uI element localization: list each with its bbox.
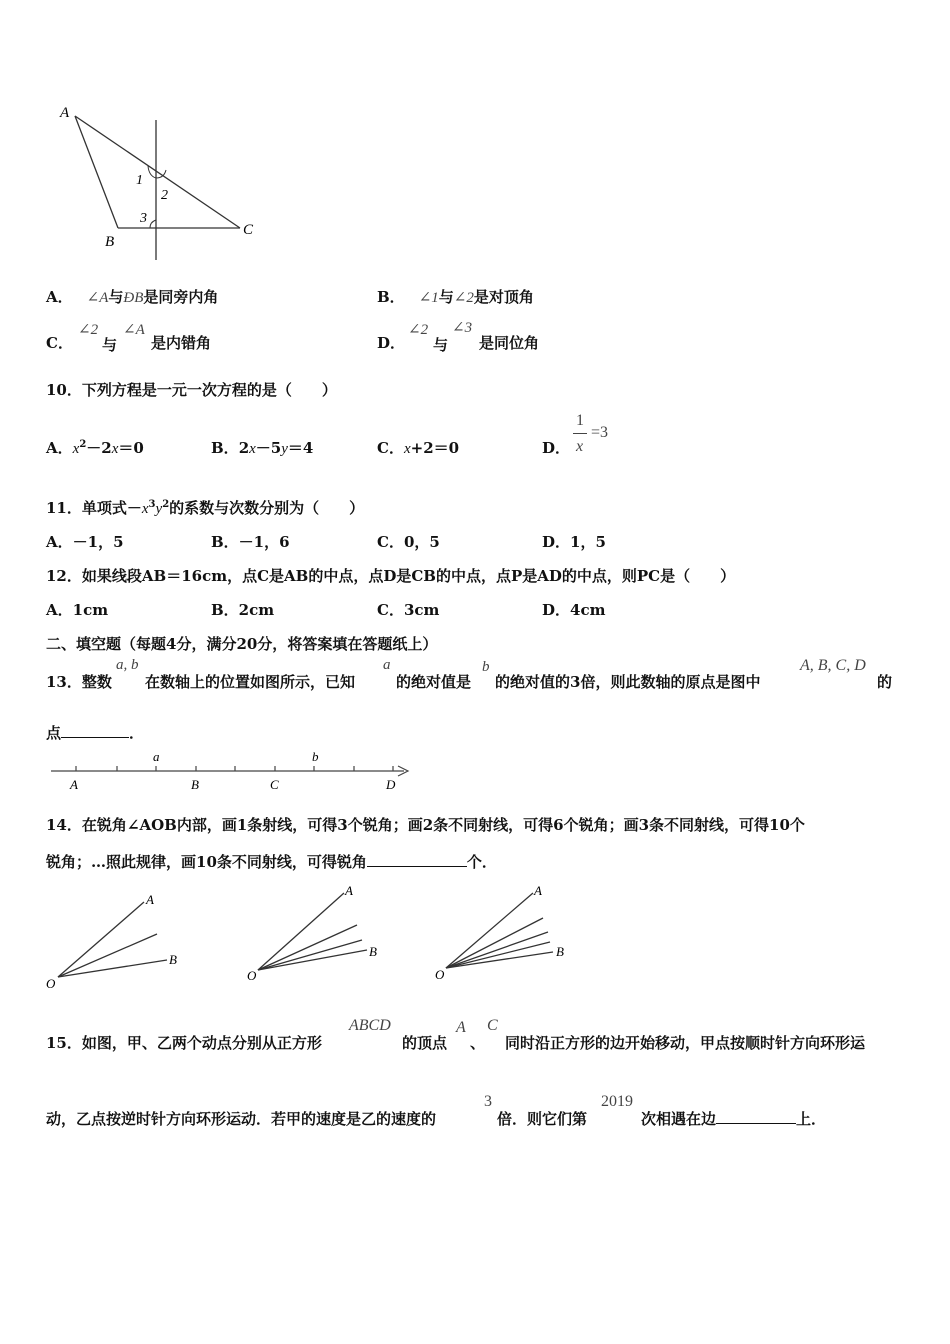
q9c-symbol-1: ∠2 (78, 322, 99, 338)
q9-option-a (46, 286, 218, 307)
q11-stem (46, 497, 364, 518)
q15-p2: 的顶点 (402, 1034, 448, 1052)
axis-point-b: B (191, 777, 199, 792)
var-x: x (141, 501, 149, 517)
ray-label-a: A (345, 883, 353, 898)
exponent: 3 (148, 499, 156, 510)
var-y: y (281, 441, 288, 457)
text: 是同旁内角 (143, 288, 219, 306)
fraction-rhs: =3 (591, 424, 609, 441)
q9c-symbol-2: ∠A (123, 322, 145, 338)
q11-option-b: B．－1，6 (211, 533, 290, 551)
text: 点 (46, 724, 62, 742)
symbol: ∠A (86, 290, 109, 306)
q9-option-d (377, 332, 405, 353)
text: 与 (108, 288, 124, 306)
angle-3-label: 3 (140, 211, 147, 226)
option-letter: C． (377, 439, 404, 457)
vertex-c-label: C (243, 222, 254, 238)
axis-point-d: D (386, 777, 396, 792)
exponent: 2 (79, 439, 87, 450)
q15-symbol-c: C (487, 1017, 498, 1034)
q12-option-c: C．3cm (377, 601, 440, 619)
axis-point-a: A (70, 777, 78, 792)
var-x: x (403, 441, 411, 457)
q13-p5: 的 (877, 673, 893, 691)
text: +2＝0 (410, 439, 460, 457)
text: 2 (238, 439, 250, 457)
q13-line2 (46, 722, 144, 743)
q9-option-c (46, 332, 73, 353)
q15-l2p1: 动，乙点按逆时针方向环形运动．若甲的速度是乙的速度的 (46, 1110, 437, 1128)
option-letter: A． (46, 288, 73, 306)
angle-1-label: 1 (136, 173, 143, 188)
q15-symbol-a: A (456, 1019, 466, 1036)
ray-label-b: B (556, 944, 564, 959)
fraction-numerator: 1 (576, 412, 584, 429)
angle-figure-3 (428, 880, 578, 990)
text: 11．单项式－ (46, 499, 142, 517)
option-letter: B． (377, 288, 405, 306)
text: －5 (255, 439, 282, 457)
text: ＝4 (287, 439, 314, 457)
axis-point-c: C (270, 777, 279, 792)
q15-p1: 15．如图，甲、乙两个动点分别从正方形 (46, 1034, 322, 1052)
q9d-mid: 与 (433, 336, 449, 354)
var-y: y (155, 501, 163, 517)
exponent: 2 (162, 499, 170, 510)
vertex-label-o: O (46, 976, 56, 991)
angle-figure-1 (42, 884, 192, 994)
q9-option-b (377, 286, 534, 307)
symbol: ÐB (123, 290, 144, 306)
q11-option-d: D．1，5 (542, 533, 606, 551)
q15-l2p2: 倍．则它们第 (497, 1110, 588, 1128)
q10-option-a (46, 437, 144, 458)
option-letter: B． (211, 439, 239, 457)
q10-option-c (377, 437, 459, 458)
text: 次相遇在边 (641, 1110, 717, 1128)
q13-symbol-ab: a, b (116, 657, 139, 673)
q13-p3: 的绝对值是 (396, 673, 472, 691)
q15-l2-end (641, 1108, 826, 1129)
q13-p4: 的绝对值的3倍，则此数轴的原点是图中 (495, 673, 761, 691)
symbol: ∠1 (418, 290, 439, 306)
option-letter: D． (542, 439, 571, 457)
q11-option-c: C．0，5 (377, 533, 440, 551)
q10-option-b (211, 437, 313, 458)
vertex-a-label: A (60, 105, 70, 121)
q9c-mid: 与 (102, 336, 118, 354)
number-line (46, 746, 416, 794)
fraction-bar (573, 433, 587, 434)
var-x: x (249, 441, 256, 457)
var-x: x (72, 441, 80, 457)
q15-symbol-abcd: ABCD (349, 1017, 391, 1034)
text: ＝0 (118, 439, 144, 457)
ray-label-b: B (169, 952, 177, 967)
answer-blank[interactable] (61, 723, 129, 738)
angle-figure-2 (242, 880, 392, 990)
ray-label-b: B (369, 944, 377, 959)
q14-line1: 14．在锐角∠AOB内部，画1条射线，可得3个锐角；画2条不同射线，可得6个锐角；画3条不同射线，可得10个 (46, 816, 805, 834)
q11-option-a: A．－1，5 (46, 533, 124, 551)
ray-label-a: A (146, 892, 154, 907)
text: 与 (438, 288, 454, 306)
ray-label-a: A (534, 883, 542, 898)
q9d-symbol-2: ∠3 (452, 320, 473, 336)
option-letter: D． (377, 334, 406, 352)
q15-p3: 、 (470, 1034, 486, 1052)
q9c-text: 是内错角 (151, 334, 212, 352)
angle-2-label: 2 (161, 188, 168, 203)
axis-label-a-lower: a (153, 749, 160, 764)
text: 上． (796, 1110, 827, 1128)
vertex-b-label: B (105, 234, 115, 250)
q13-symbol-a: a (383, 657, 391, 673)
text: 个． (466, 853, 497, 871)
q15-p4: 同时沿正方形的边开始移动，甲点按顺时针方向环形运 (505, 1034, 866, 1052)
q15-symbol-2019: 2019 (601, 1093, 633, 1110)
q12-option-d: D．4cm (542, 601, 606, 619)
answer-blank[interactable] (716, 1109, 796, 1124)
q13-symbol-abcd: A, B, C, D (800, 657, 866, 674)
q14-line2 (46, 851, 497, 872)
text: 是对顶角 (473, 288, 534, 306)
vertex-label-o: O (435, 967, 445, 982)
text: 锐角；…照此规律，画10条不同射线，可得锐角 (46, 853, 367, 871)
section-heading: 二、填空题（每题4分，满分20分，将答案填在答题纸上） (46, 635, 438, 653)
text: －2 (86, 439, 112, 457)
q10-option-d (542, 437, 570, 458)
triangle-figure (50, 98, 270, 263)
q9d-symbol-1: ∠2 (408, 322, 429, 338)
q10-stem: 10．下列方程是一元一次方程的是（ ） (46, 381, 337, 399)
q12-option-b: B．2cm (211, 601, 275, 619)
q12-stem: 12．如果线段AB＝16cm，点C是AB的中点，点D是CB的中点，点P是AD的中点，则PC是（ ） (46, 567, 736, 585)
q13-symbol-b: b (482, 659, 490, 675)
q13-p1: 13．整数 (46, 673, 112, 691)
text: ． (129, 724, 145, 742)
option-letter: C． (46, 334, 73, 352)
axis-label-b-lower: b (312, 749, 319, 764)
answer-blank[interactable] (367, 852, 467, 867)
text: 的系数与次数分别为（ ） (169, 499, 365, 517)
q9d-text: 是同位角 (479, 334, 540, 352)
var-x: x (111, 441, 119, 457)
option-letter: A． (46, 439, 73, 457)
vertex-label-o: O (247, 968, 257, 983)
q12-option-a: A．1cm (46, 601, 109, 619)
symbol: ∠2 (453, 290, 474, 306)
q15-symbol-3: 3 (484, 1093, 492, 1110)
q13-p2: 在数轴上的位置如图所示，已知 (145, 673, 356, 691)
fraction-denominator: x (576, 438, 584, 455)
